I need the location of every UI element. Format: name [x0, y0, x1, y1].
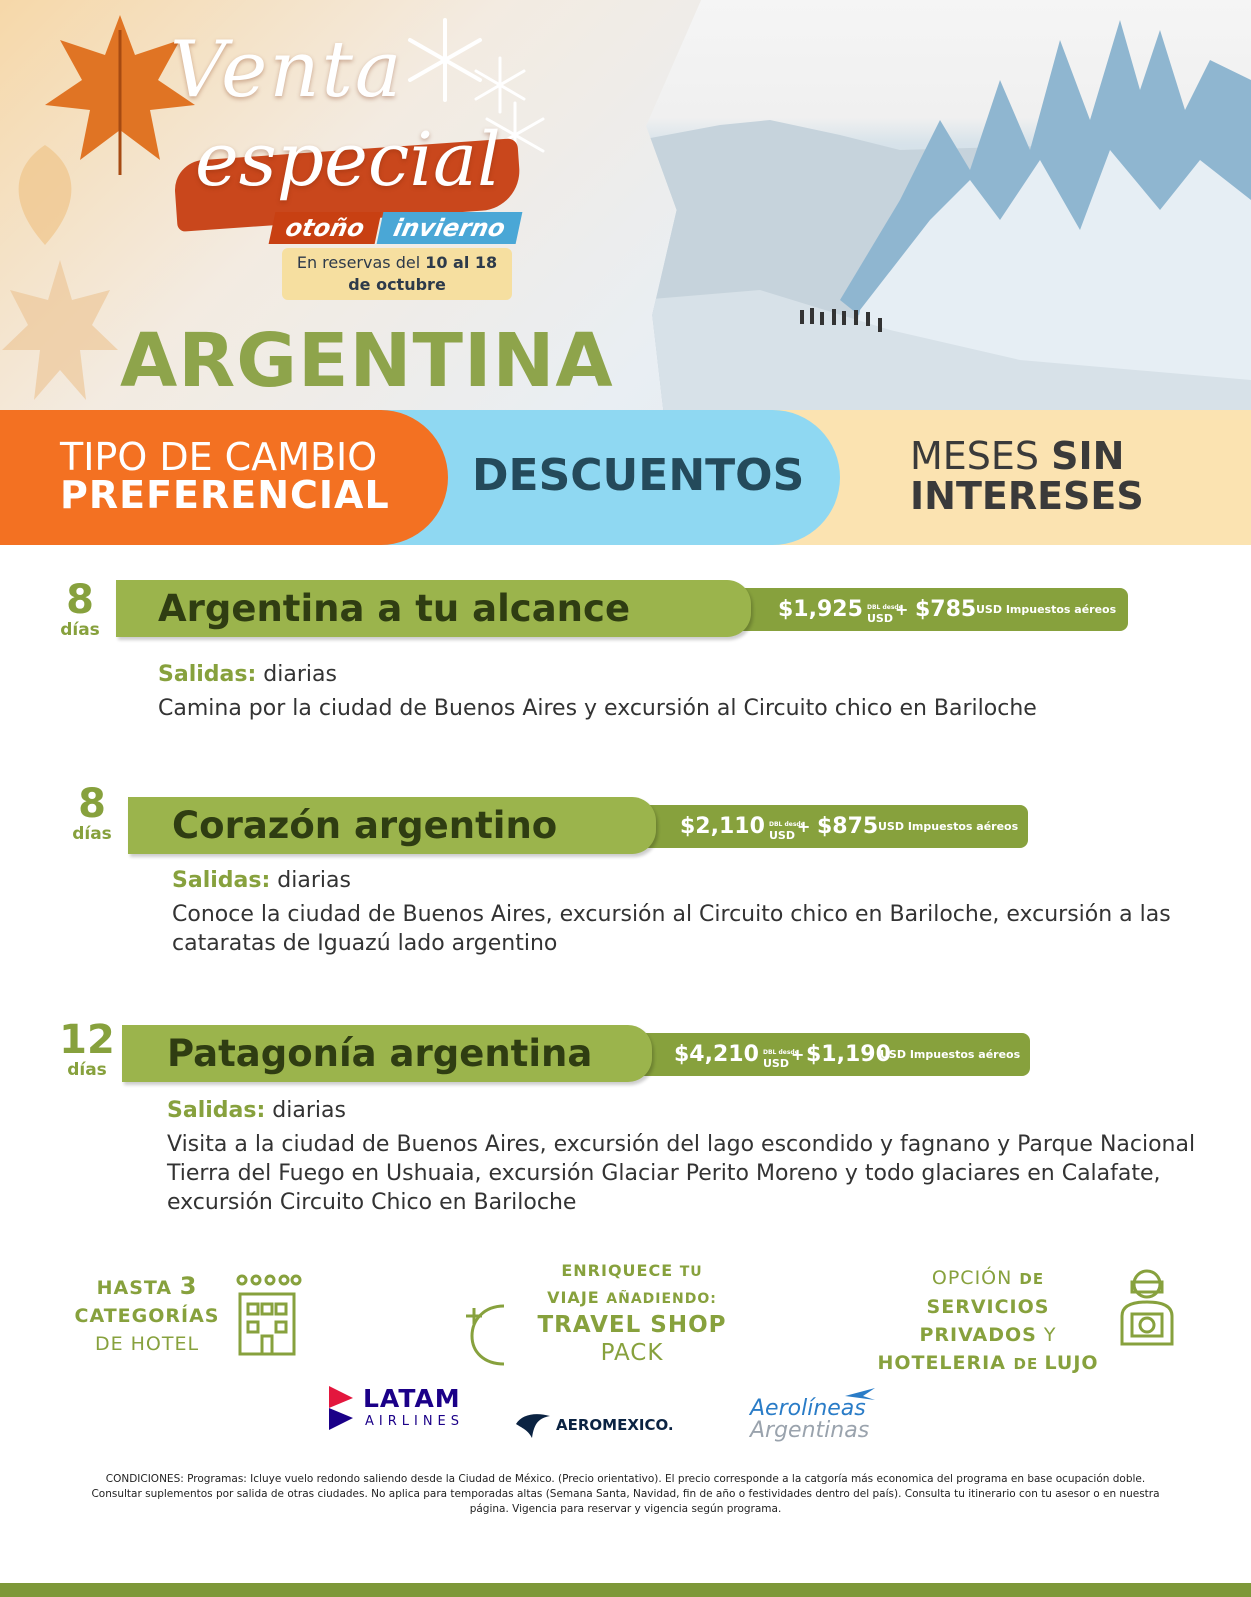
program-name: Corazón argentino — [172, 804, 558, 847]
program-days: 12 — [59, 1017, 115, 1063]
season-autumn-pill: otoño — [269, 212, 382, 244]
program-taxes: $875 — [817, 814, 879, 839]
aeromexico-mark-icon — [514, 1410, 552, 1440]
country-title: ARGENTINA — [120, 318, 614, 404]
photographer-icon — [1118, 1266, 1176, 1346]
price-plus: + — [791, 1045, 805, 1064]
program-taxes: $785 — [915, 597, 977, 622]
price-plus: + — [797, 817, 811, 836]
latam-mark-icon — [327, 1384, 357, 1432]
autumn-leaf-icon — [0, 250, 120, 410]
program-days: 8 — [66, 577, 94, 623]
season-winter-pill: invierno — [377, 212, 523, 244]
program-taxes: $1,190 — [806, 1042, 891, 1067]
program-days-label: días — [67, 1060, 107, 1080]
exchange-rate-benefit: TIPO DE CAMBIO PREFERENCIAL — [60, 435, 390, 517]
program-departures: Salidas: diarias — [167, 1098, 346, 1123]
glacier-photo — [640, 0, 1251, 420]
program-days-label: días — [60, 620, 100, 640]
price-currency: USD — [763, 1057, 789, 1070]
price-currency: USD — [867, 612, 893, 625]
program-price: $1,925 — [778, 597, 863, 622]
reservation-range: 10 al 18 — [425, 253, 498, 272]
hotel-categories-feature: HASTA 3 CATEGORÍAS DE HOTEL — [74, 1272, 220, 1355]
price-currency: USD — [769, 829, 795, 842]
program-description: Visita a la ciudad de Buenos Aires, excursión del lago escondido y fagnano y Parque Nacional Tierra del Fuego en Ushuaia, excursión Glaciar Perito Moreno y todo glaciares en Calafate, excursión Circuito Chico en Bariloche — [167, 1132, 1196, 1215]
taxes-note: USD Impuestos aéreos — [976, 603, 1117, 616]
program-departures: Salidas: diarias — [172, 868, 351, 893]
price-from-label: DBL desde — [769, 821, 805, 828]
sale-title-line2: especial — [195, 117, 501, 203]
hotel-icon — [232, 1272, 302, 1356]
program-price: $4,210 — [674, 1042, 759, 1067]
hero-banner — [0, 0, 1251, 420]
program-days-label: días — [72, 824, 112, 844]
benefits-band — [0, 410, 1251, 545]
taxes-note: USD Impuestos aéreos — [878, 820, 1019, 833]
reservation-month: de octubre — [348, 275, 446, 294]
taxes-note: USD Impuestos aéreos — [880, 1048, 1021, 1061]
months-no-interest-benefit: MESES SIN INTERESES — [910, 434, 1144, 518]
conditions-text: CONDICIONES: Programas: Icluye vuelo redondo saliendo desde la Ciudad de México. (Precio orientativo). El precio corresponde a la catgoría más economica del programa en base ocupación doble. Consultar suplementos por salida de otras ciudades. No aplica para temporadas altas (Semana Santa, Navidad, fin de año o festividades dentro del país). Consulta tu itinerario con tu asesor o en nuestra página. Vigencia para reservar y vigencia según programa. — [91, 1473, 1160, 1515]
sale-title-line1: Venta — [170, 25, 404, 115]
reservation-prefix: En reservas del — [296, 253, 426, 272]
footer-bar — [0, 1583, 1251, 1597]
discount-benefit: DESCUENTOS — [472, 450, 805, 501]
reservation-dates — [282, 248, 512, 300]
program-price: $2,110 — [680, 814, 765, 839]
program-name: Argentina a tu alcance — [158, 587, 631, 630]
price-from-label: DBL desde — [867, 604, 903, 611]
add-plus-icon — [464, 1298, 514, 1368]
program-description: Camina por la ciudad de Buenos Aires y excursión al Circuito chico en Bariloche — [158, 696, 1037, 721]
program-departures: Salidas: diarias — [158, 662, 337, 687]
private-services-feature: OPCIÓN DE SERVICIOS PRIVADOS Y HOTELERIA DE LUJO — [877, 1267, 1099, 1374]
autumn-leaf-icon — [0, 140, 90, 250]
price-from-label: DBL desde — [763, 1049, 799, 1056]
price-plus: + — [895, 600, 909, 619]
program-name: Patagonía argentina — [167, 1032, 593, 1075]
program-days: 8 — [78, 781, 106, 827]
travel-shop-feature: ENRIQUECE TU VIAJE AÑADIENDO: TRAVEL SHOP PACK — [537, 1261, 727, 1366]
bird-icon — [845, 1386, 875, 1402]
program-description: Conoce la ciudad de Buenos Aires, excursión al Circuito chico en Bariloche, excursión a las cataratas de Iguazú lado argentino — [172, 902, 1171, 956]
